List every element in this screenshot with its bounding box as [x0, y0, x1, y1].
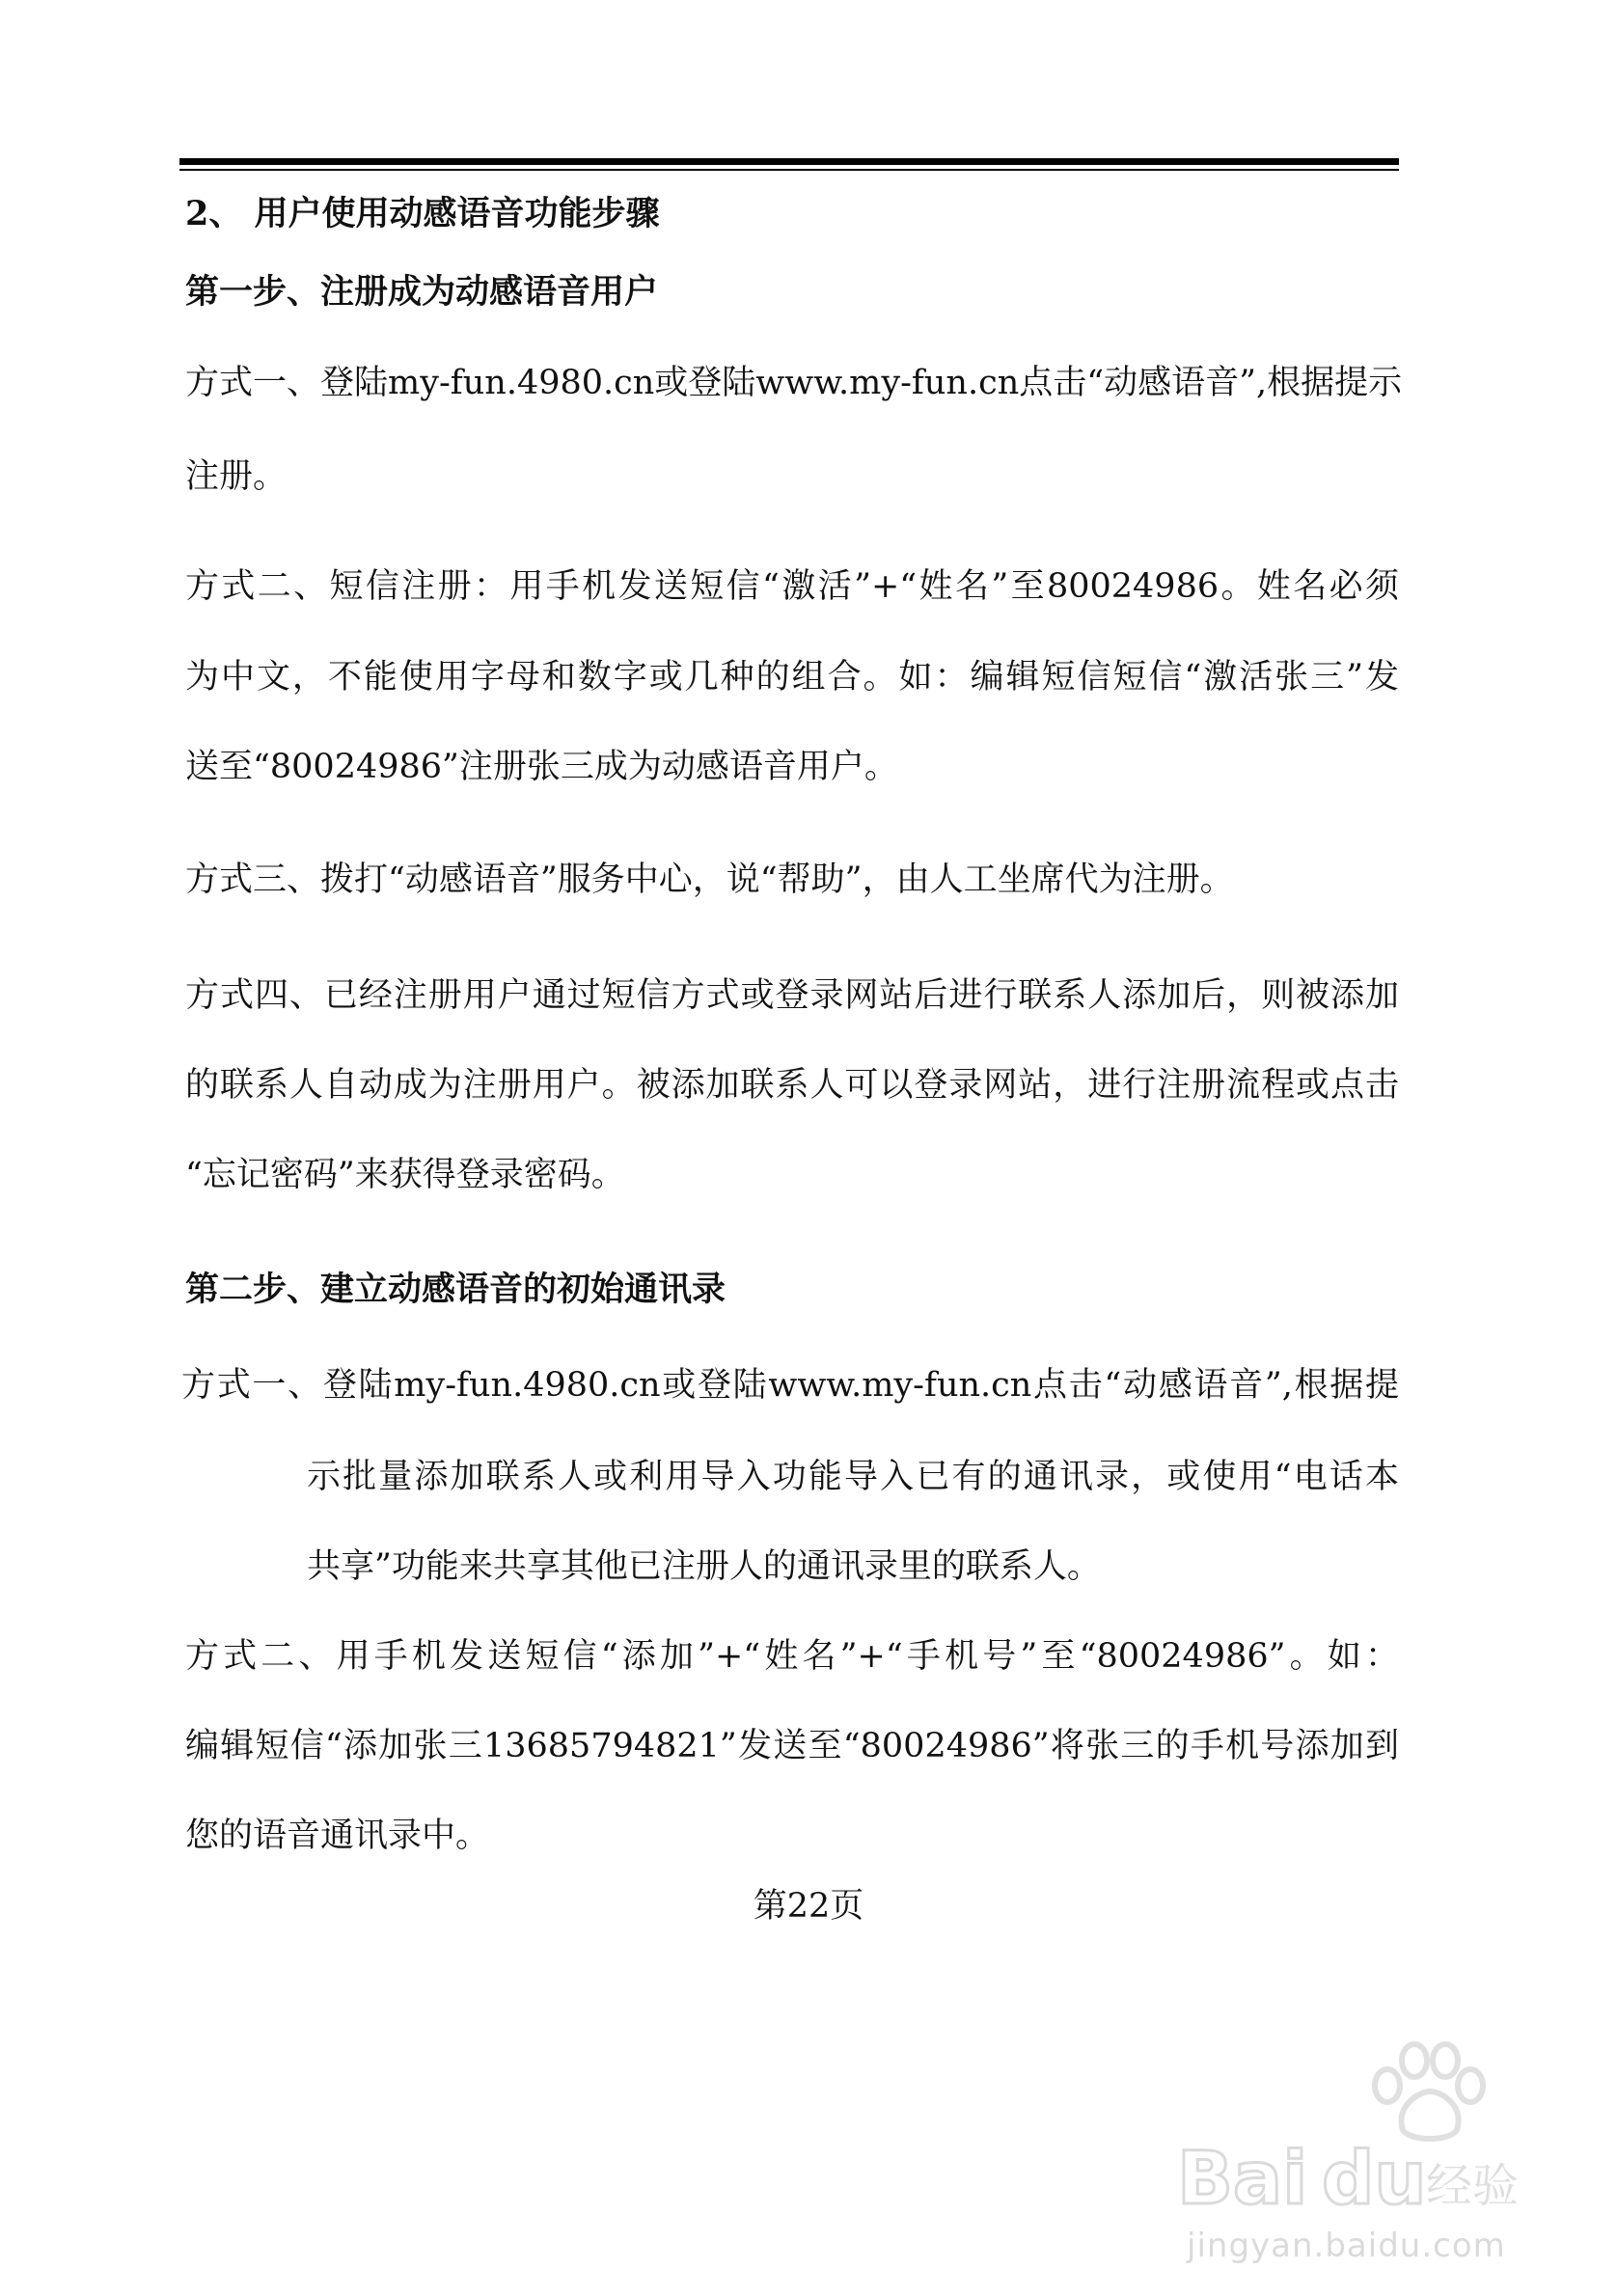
step1-method1-line1: 方式一、登陆my-fun.4980.cn或登陆www.my-fun.cn点击“动感语音”,根据提示: [185, 364, 1403, 402]
step1-method1-line2: 注册。: [185, 457, 288, 496]
step2-method1-line1: 方式一、登陆my-fun.4980.cn或登陆www.my-fun.cn点击“动感语音”,根据提: [181, 1366, 1399, 1405]
step1-method4-line2: 的联系人自动成为注册用户。被添加联系人可以登录网站，进行注册流程或点击: [185, 1066, 1399, 1105]
svg-text:经验: 经验: [1426, 2159, 1520, 2213]
baidu-logo: [1177, 2134, 1524, 2221]
paw-icon: [1360, 2037, 1495, 2144]
step2-method1-line3: 共享”功能来共享其他已注册人的通讯录里的联系人。: [307, 1547, 1101, 1586]
step2-title: 第二步、建立动感语音的初始通讯录: [185, 1270, 726, 1309]
header-rule-thick: [179, 158, 1399, 165]
baidu-jingyan-watermark: [1177, 2037, 1524, 2279]
step2-method2-line2: 编辑短信“添加张三13685794821”发送至“80024986”将张三的手机号添加到: [185, 1727, 1399, 1765]
step1-method2-line3: 送至“80024986”注册张三成为动感语音用户。: [185, 748, 898, 786]
step1-method4-line1: 方式四、已经注册用户通过短信方式或登录网站后进行联系人添加后，则被添加: [185, 976, 1399, 1015]
step1-method3-line1: 方式三、拨打“动感语音”服务中心，说“帮助”，由人工坐席代为注册。: [185, 861, 1234, 899]
step2-method2-line3: 您的语音通讯录中。: [185, 1817, 490, 1855]
step1-method2-line2: 为中文，不能使用字母和数字或几种的组合。如：编辑短信短信“激活张三”发: [185, 658, 1399, 697]
step1-title: 第一步、注册成为动感语音用户: [185, 272, 659, 312]
step1-method4-line3: “忘记密码”来获得登录密码。: [185, 1156, 625, 1194]
page-number: 第22页: [753, 1887, 864, 1926]
step2-method2-line1: 方式二、用手机发送短信“添加”+“姓名”+“手机号”至“80024986”。如：: [185, 1637, 1399, 1676]
step2-method1-line2: 示批量添加联系人或利用导入功能导入已有的通讯录，或使用“电话本: [307, 1458, 1399, 1496]
svg-text:du: du: [1322, 2135, 1427, 2221]
step1-method2-line1: 方式二、短信注册：用手机发送短信“激活”+“姓名”至80024986。姓名必须: [185, 567, 1399, 606]
section-heading: 2、 用户使用动感语音功能步骤: [185, 194, 660, 233]
header-rule-thin: [179, 169, 1399, 171]
svg-text:Bai: Bai: [1177, 2135, 1308, 2221]
watermark-url: jingyan.baidu.com: [1187, 2227, 1506, 2265]
